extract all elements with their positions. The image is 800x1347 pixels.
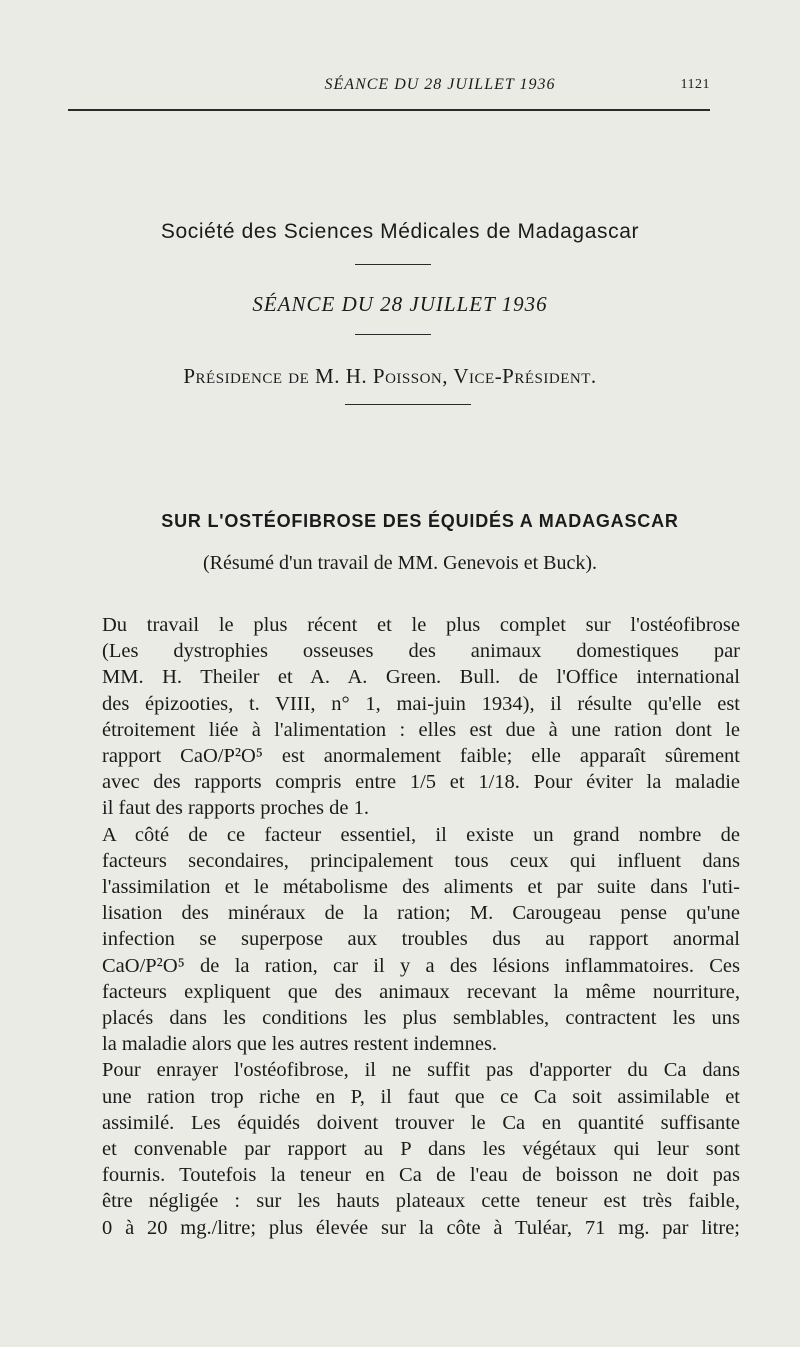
header-rule xyxy=(68,109,710,111)
separator-rule xyxy=(345,404,471,405)
text-line: lisation des minéraux de la ration; M. Carougeau pense qu'une xyxy=(102,902,740,925)
running-header xyxy=(70,74,710,100)
text-line: être négligée : sur les hauts plateaux cette teneur est très faible, xyxy=(102,1190,740,1213)
paragraph-3 xyxy=(80,1057,740,1240)
text-line: la maladie alors que les autres restent indemnes. xyxy=(102,1033,498,1056)
text-line: des épizooties, t. VIII, n° 1, mai-juin 1934), il résulte qu'elle est xyxy=(102,692,740,715)
text-line: placés dans les conditions les plus semblables, contractent les uns xyxy=(102,1007,740,1030)
text-line: une ration trop riche en P, il faut que ce Ca soit assimilable et xyxy=(102,1085,740,1108)
page-number: 1121 xyxy=(680,77,710,92)
text-line: l'assimilation et le métabolisme des aliments et par suite dans l'uti- xyxy=(102,876,740,899)
text-line: Pour enrayer l'ostéofibrose, il ne suffit pas d'apporter du Ca dans xyxy=(102,1059,740,1082)
text-line: avec des rapports compris entre 1/5 et 1/18. Pour éviter la maladie xyxy=(102,771,740,794)
society-title: Société des Sciences Médicales de Madagascar xyxy=(160,220,640,243)
text-line: facteurs expliquent que des animaux recevant la même nourriture, xyxy=(102,980,740,1003)
text-line: rapport CaO/P²O⁵ est anormalement faible; elle apparaît sûrement xyxy=(102,745,740,768)
article-body xyxy=(80,612,740,1241)
text-line: MM. H. Theiler et A. A. Green. Bull. de l'Office international xyxy=(102,666,740,689)
article-subtitle: (Résumé d'un travail de MM. Genevois et Buck). xyxy=(202,552,598,574)
text-line: (Les dystrophies osseuses des animaux domestiques par xyxy=(102,640,740,663)
text-line: A côté de ce facteur essentiel, il existe un grand nombre de xyxy=(102,823,740,846)
paragraph-1 xyxy=(80,612,740,822)
text-line: étroitement liée à l'alimentation : elles est due à une ration dont le xyxy=(102,718,740,741)
text-line: Du travail le plus récent et le plus complet sur l'ostéofibrose xyxy=(102,614,740,636)
separator-rule xyxy=(355,264,431,265)
presidence-line: Présidence de M. H. Poisson, Vice-Président. xyxy=(183,364,597,388)
seance-subtitle: SÉANCE DU 28 JUILLET 1936 xyxy=(252,292,548,316)
running-title: SÉANCE DU 28 JUILLET 1936 xyxy=(324,76,556,93)
separator-rule xyxy=(355,334,431,335)
text-line: fournis. Toutefois la teneur en Ca de l'eau de boisson ne doit pas xyxy=(102,1164,740,1187)
text-line: 0 à 20 mg./litre; plus élevée sur la côte à Tuléar, 71 mg. par litre; xyxy=(102,1216,740,1239)
text-line: il faut des rapports proches de 1. xyxy=(102,797,369,820)
article-title: SUR L'OSTÉOFIBROSE DES ÉQUIDÉS A MADAGASCAR xyxy=(161,511,679,531)
text-line: facteurs secondaires, principalement tous ceux qui influent dans xyxy=(102,849,740,872)
text-line: assimilé. Les équidés doivent trouver le Ca en quantité suffisante xyxy=(102,1111,740,1134)
text-line: et convenable par rapport au P dans les végétaux qui leur sont xyxy=(102,1138,740,1161)
text-line: CaO/P²O⁵ de la ration, car il y a des lésions inflammatoires. Ces xyxy=(102,954,740,977)
paragraph-2 xyxy=(80,822,740,1058)
text-line: infection se superpose aux troubles dus au rapport anormal xyxy=(102,928,740,951)
